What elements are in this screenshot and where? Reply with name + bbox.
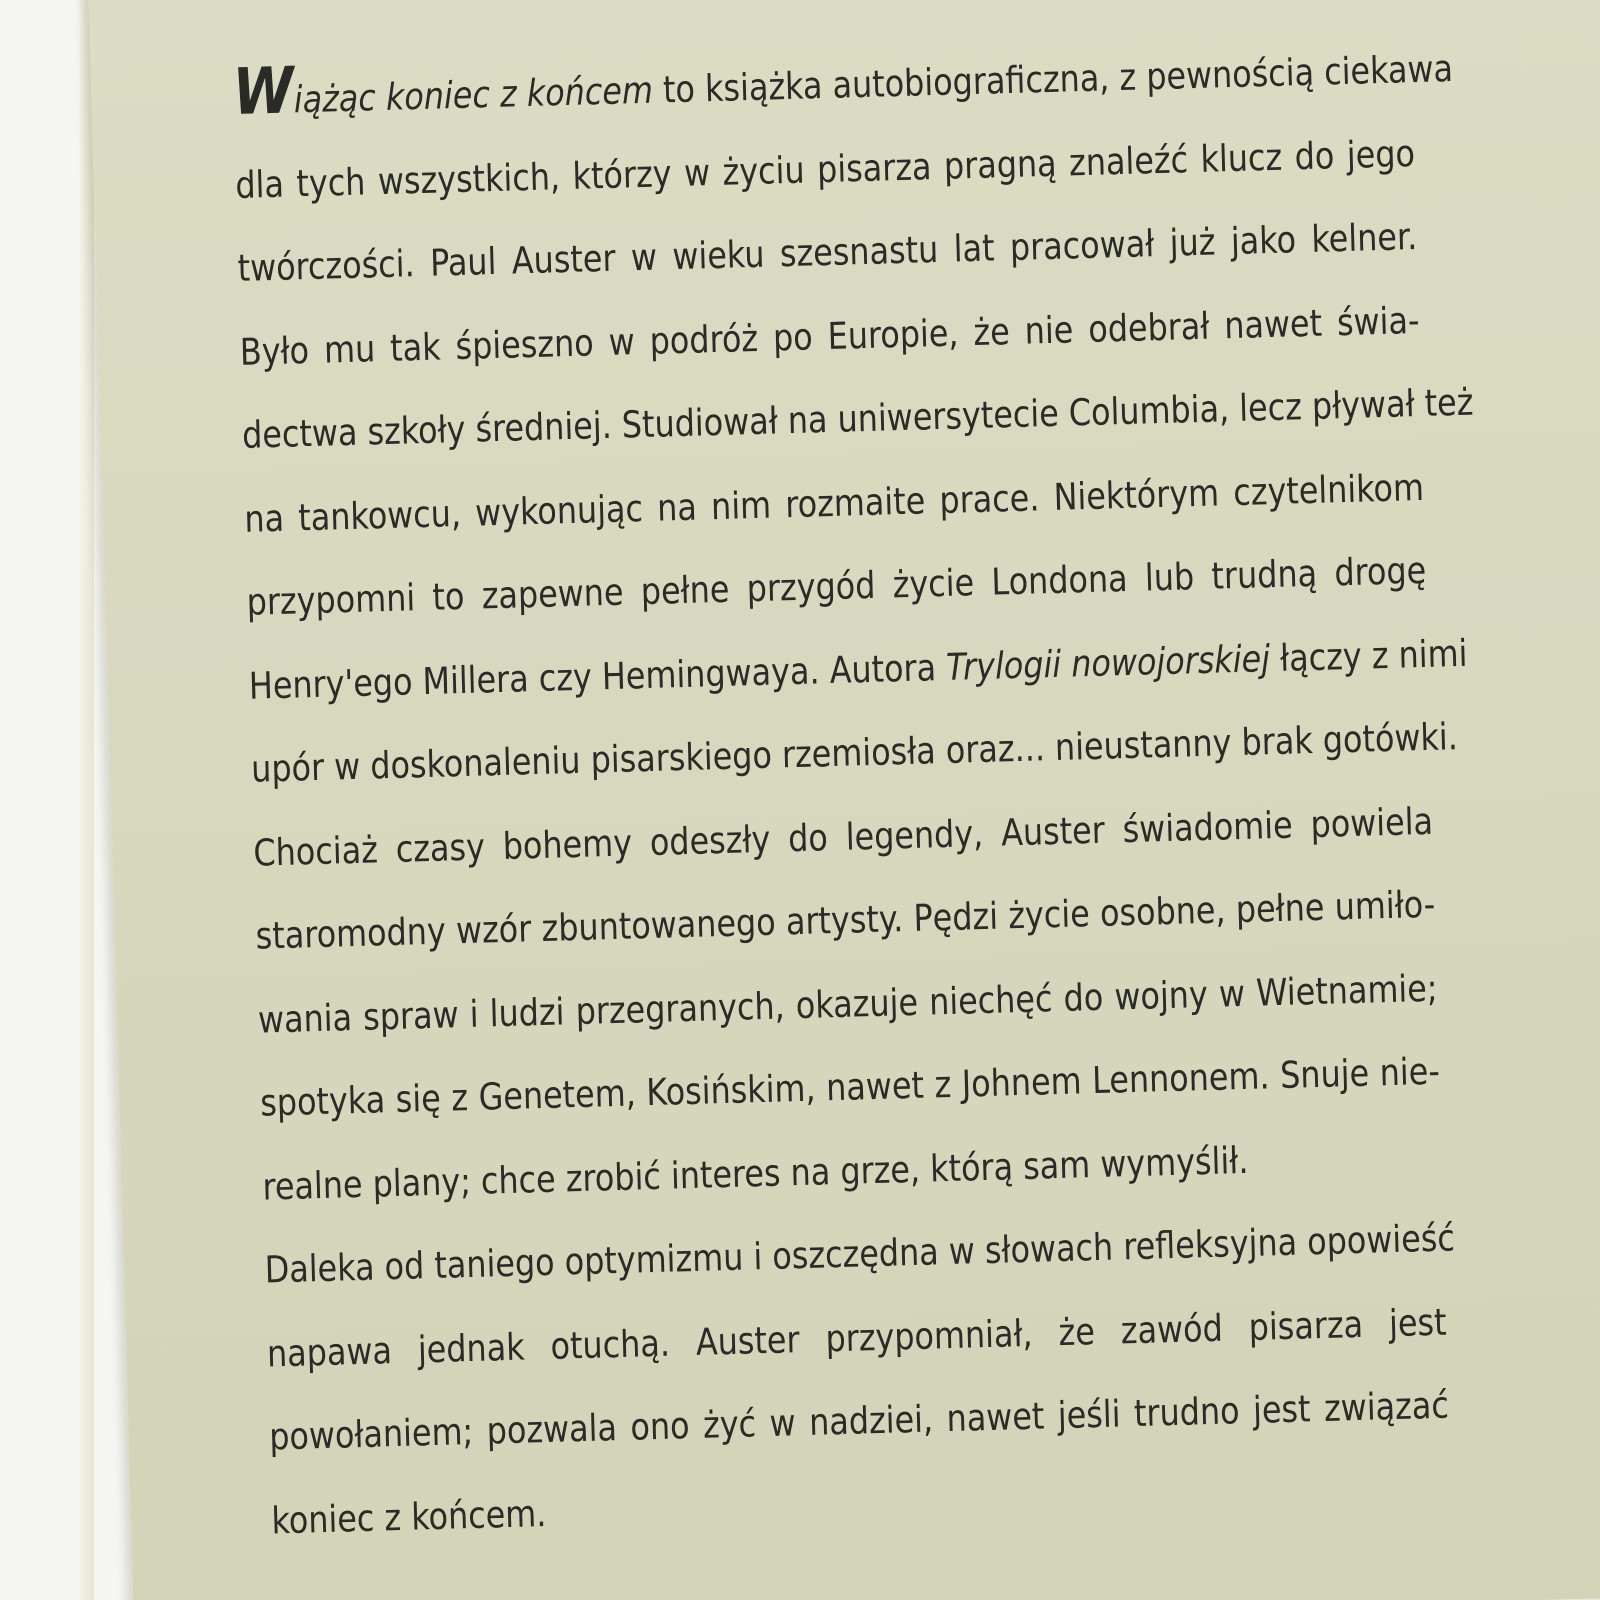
text-segment: upór w doskonaleniu pisarskiego rzemiosła oraz... nieustanny brak gotówki.: [250, 715, 1459, 791]
text-segment: koniec z końcem.: [270, 1491, 547, 1542]
text-segment: łączy z nimi: [1269, 631, 1468, 680]
text-segment: Trylogii nowojorskiej: [945, 636, 1271, 689]
text-segment: przypomni to zapewne pełne przygód życie Londona lub trudną drogę: [246, 548, 1427, 624]
text-segment: to książka autobiograficzna, z pewnością ciekawa: [652, 46, 1454, 112]
text-segment: realne plany; chce zrobić interes na grze, którą sam wymyślił.: [261, 1138, 1249, 1209]
text-segment: dla tych wszystkich, którzy w życiu pisarza pragną znaleźć klucz do jego: [234, 131, 1416, 207]
text-segment: napawa jednak otuchą. Auster przypomniał, że zawód pisarza jest: [266, 1300, 1448, 1376]
text-segment: twórczości. Paul Auster w wieku szesnastu lat pracował już jako kelner.: [237, 215, 1418, 290]
book-description-text: [231, 28, 1474, 1562]
text-segment: dectwa szkoły średniej. Studiował na uniwersytecie Columbia, lecz pływał też: [241, 380, 1474, 457]
text-segment: spotyka się z Genetem, Kosińskim, nawet z Johnem Lennonem. Snuje nie-: [259, 1049, 1441, 1125]
text-segment: powołaniem; pozwala ono żyć w nadziei, nawet jeśli trudno jest związać: [268, 1383, 1450, 1459]
text-segment: Było mu tak śpieszno w podróż po Europie, że nie odebrał nawet świa-: [239, 298, 1420, 374]
drop-cap-letter: W: [231, 54, 295, 130]
text-segment: iążąc koniec z końcem: [293, 68, 654, 122]
book-cover-edge: [80, 0, 94, 1600]
text-segment: Henry'ego Millera czy Hemingwaya. Autora: [248, 645, 947, 708]
text-segment: Daleka od taniego optymizmu i oszczędna w słowach refleksyjna opowieść: [264, 1216, 1456, 1292]
text-segment: staromodny wzór zbuntowanego artysty. Pędzi życie osobne, pełne umiło-: [255, 882, 1436, 958]
text-segment: wania spraw i ludzi przegranych, okazuje niechęć do wojny w Wietnamie;: [257, 966, 1439, 1042]
text-segment: Chociaż czasy bohemy odeszły do legendy, Auster świadomie powiela: [252, 799, 1434, 875]
text-segment: na tankowcu, wykonując na nim rozmaite prace. Niektórym czytelnikom: [243, 465, 1425, 541]
